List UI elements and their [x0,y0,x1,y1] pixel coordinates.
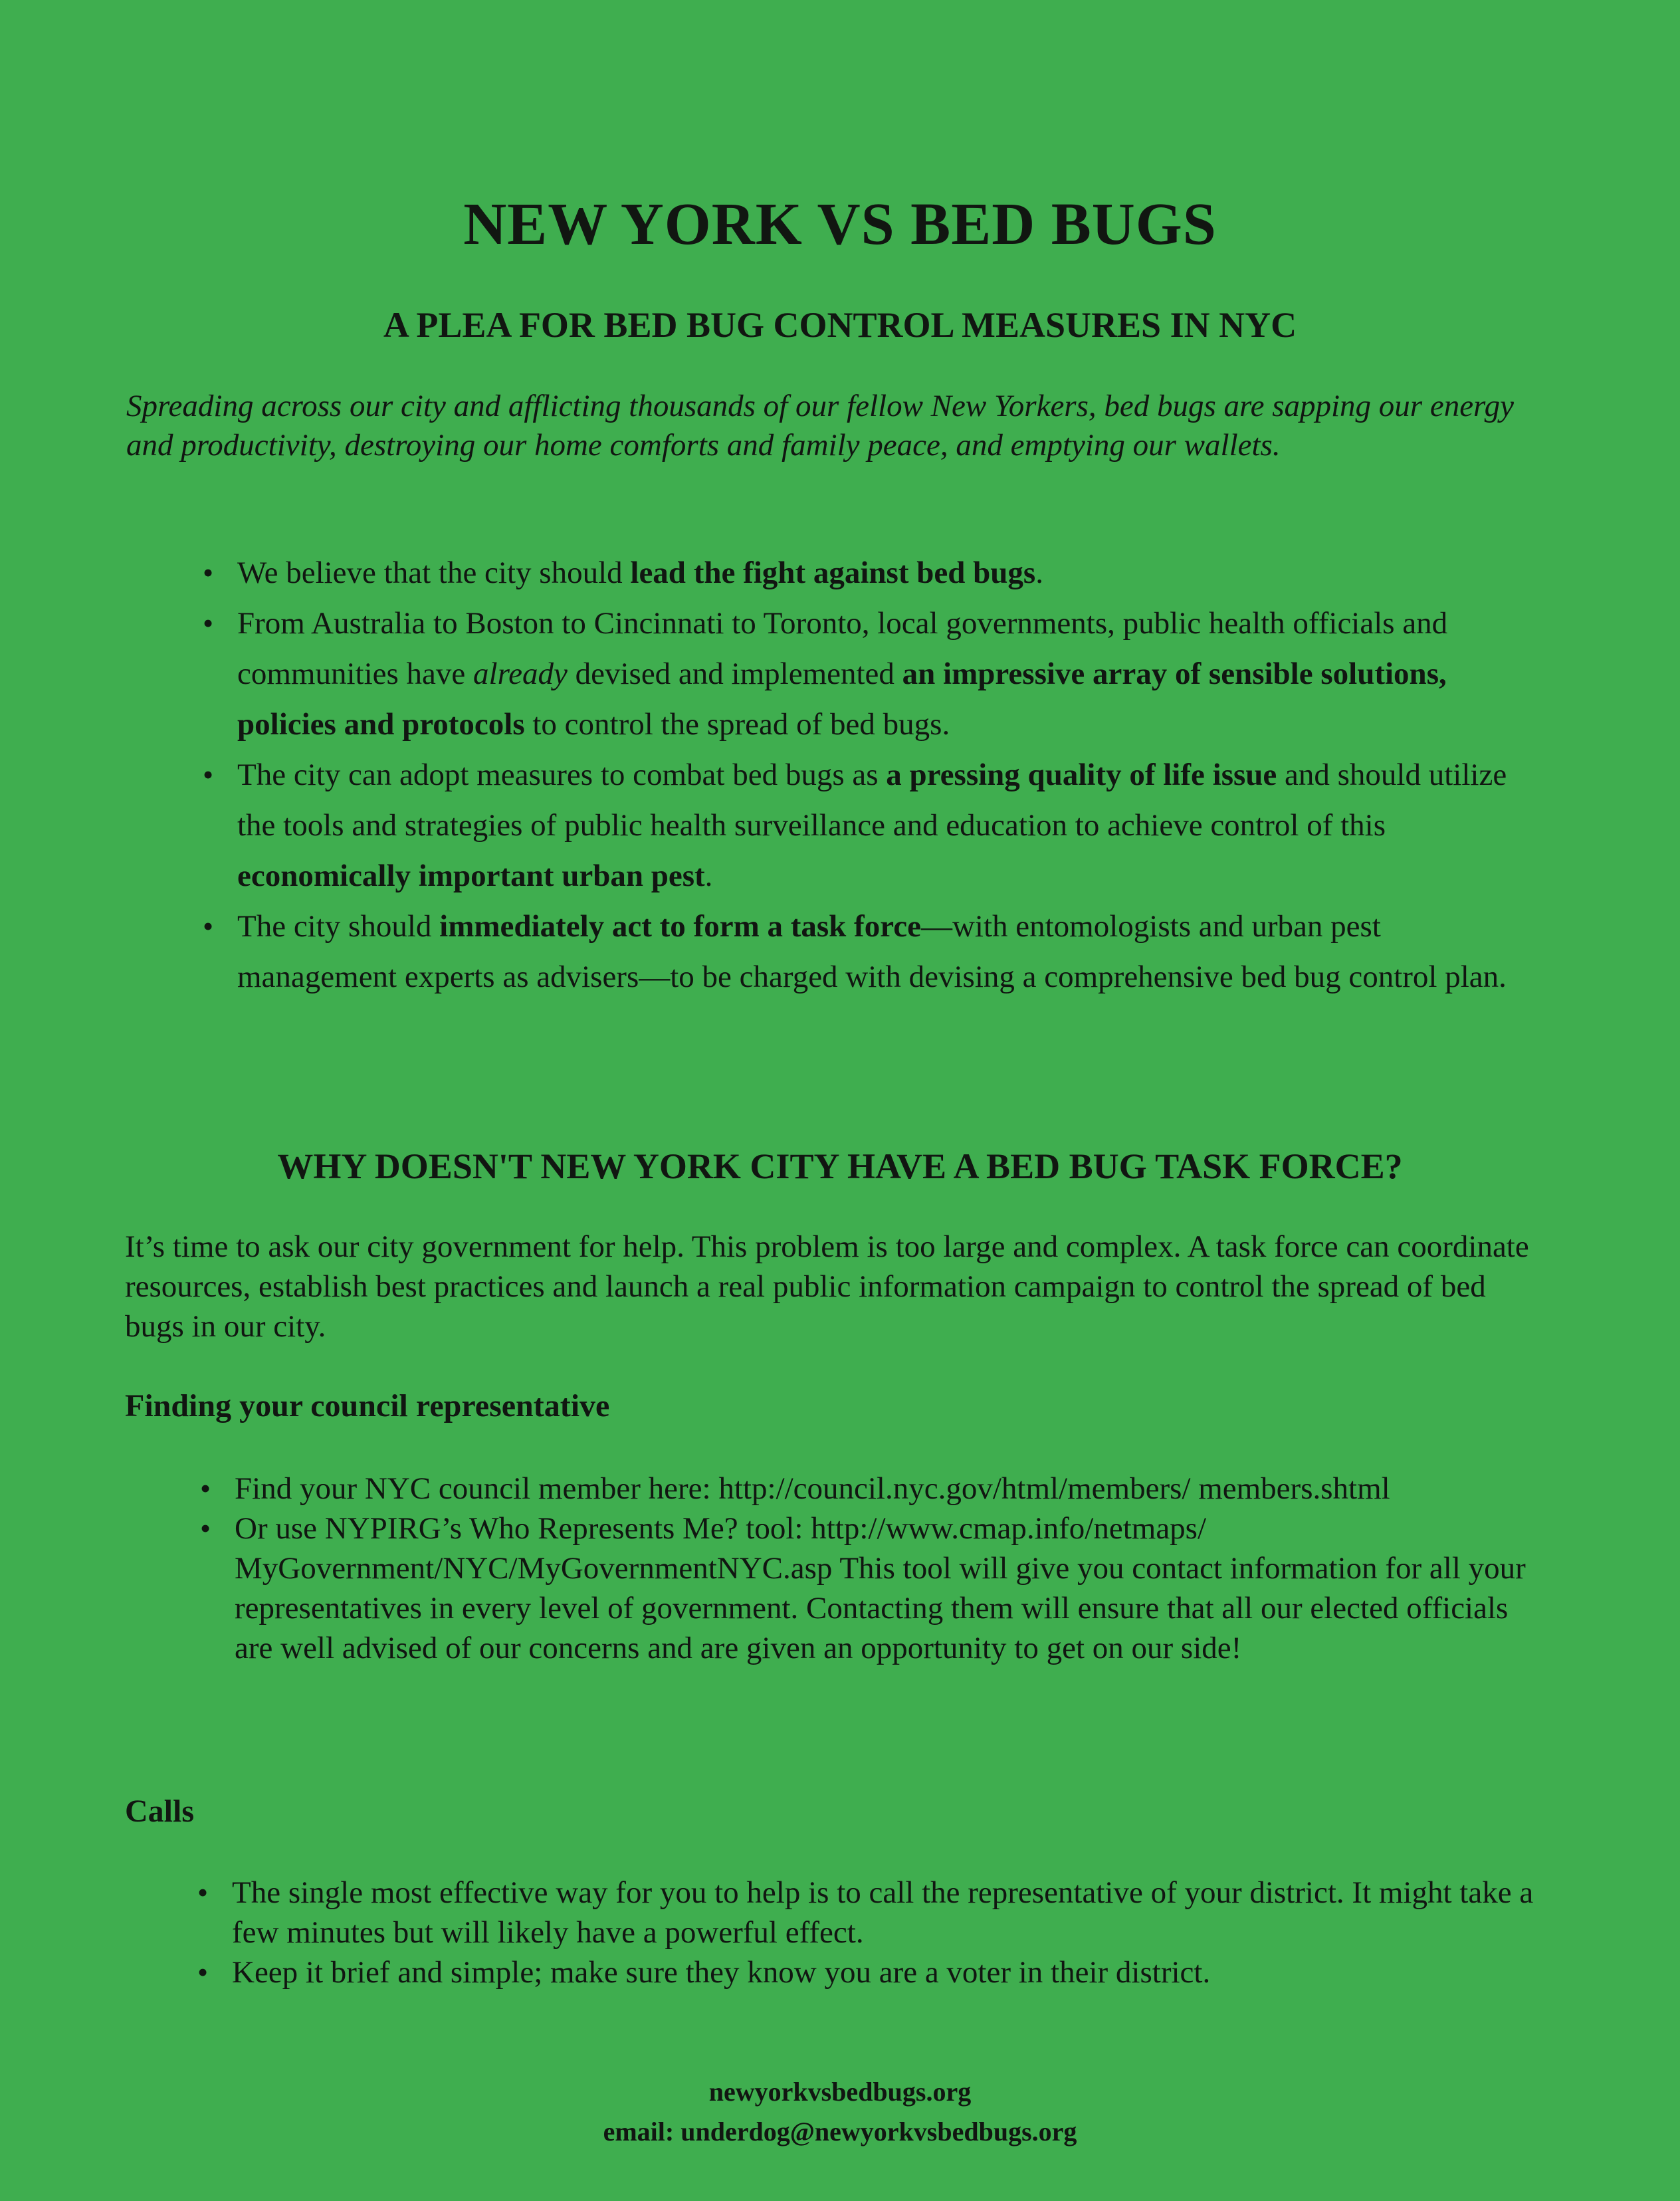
intro-paragraph: Spreading across our city and afflicting thousands of our fellow New Yorkers, bed bugs are sapping our energy and productivity, destroying our home comforts and family peace, and emptying our wallets. [126,389,1514,463]
flyer-title: NEW YORK VS BED BUGS [463,191,1217,257]
emphasis-italic: already [473,657,568,691]
calls-item-1: • The single most effective way for you to help is to call the representative of your district. It might take a few minutes but will likely have a powerful effect. [232,1873,1554,1952]
council-item-1: • Find your NYC council member here: http://council.nyc.gov/html/members/ members.shtml [235,1469,1537,1509]
calls-item-2: • Keep it brief and simple; make sure they know you are a voter in their district. [232,1952,1554,1992]
footer-email: email: underdog@newyorkvsbedbugs.org [603,2117,1077,2147]
plea-item-4: • The city should immediately act to form a task force—with entomologists and urban pest management experts as advisers—to be charged with devising a comprehensive bed bug control plan. [237,901,1526,1002]
plea-item-2: • From Australia to Boston to Cincinnati to Toronto, local governments, public health officials and communities have already devised and implemented an impressive array of sensible solutions, policies and protocols to control the spread of bed bugs. [237,598,1526,750]
calls-heading: Calls [125,1794,195,1829]
plea-bullet-list [203,548,1526,1002]
council-item-2: • Or use NYPIRG’s Who Represents Me? tool: http://www.cmap.info/netmaps/ MyGovernment/NYC/MyGovernmentNYC.asp This tool will give you contact information for all your representatives in every level of government. Contacting them will ensure that all our elected officials are well advised of our concerns and are given an opportunity to get on our side! [235,1509,1537,1668]
task-force-heading: WHY DOESN'T NEW YORK CITY HAVE A BED BUG TASK FORCE? [277,1146,1403,1186]
footer-website: newyorkvsbedbugs.org [708,2077,972,2107]
bullet-icon: • [200,1471,211,1505]
plea-item-3: • The city can adopt measures to combat bed bugs as a pressing quality of life issue and should utilize the tools and strategies of public health surveillance and education to achieve control of this economically important urban pest. [237,750,1526,901]
bullet-icon: • [203,758,214,791]
bullet-icon: • [203,606,214,640]
task-force-paragraph: It’s time to ask our city government for help. This problem is too large and complex. A task force can coordinate resources, establish best practices and launch a real public information campaign to control the spread of bed bugs in our city. [125,1229,1529,1344]
emphasis-text: a pressing quality of life issue [886,758,1277,792]
flyer-subtitle: A PLEA FOR BED BUG CONTROL MEASURES IN NYC [383,305,1297,345]
emphasis-text: economically important urban pest [237,859,705,893]
bullet-icon: • [203,909,214,943]
emphasis-text: lead the fight against bed bugs [630,556,1036,590]
bullet-icon: • [200,1511,211,1545]
emphasis-text: an impressive array of sensible solutions, policies and protocols [237,657,1447,742]
council-heading: Finding your council representative [125,1388,610,1423]
bullet-icon: • [197,1955,209,1989]
bullet-icon: • [203,556,214,589]
emphasis-text: immediately act to form a task force [439,909,921,944]
calls-bullet-list [197,1873,1554,1992]
footer-contact [0,2072,1680,2152]
bullet-icon: • [197,1875,209,1909]
plea-item-1: • We believe that the city should lead the fight against bed bugs. [237,548,1526,598]
council-bullet-list [200,1469,1537,1668]
